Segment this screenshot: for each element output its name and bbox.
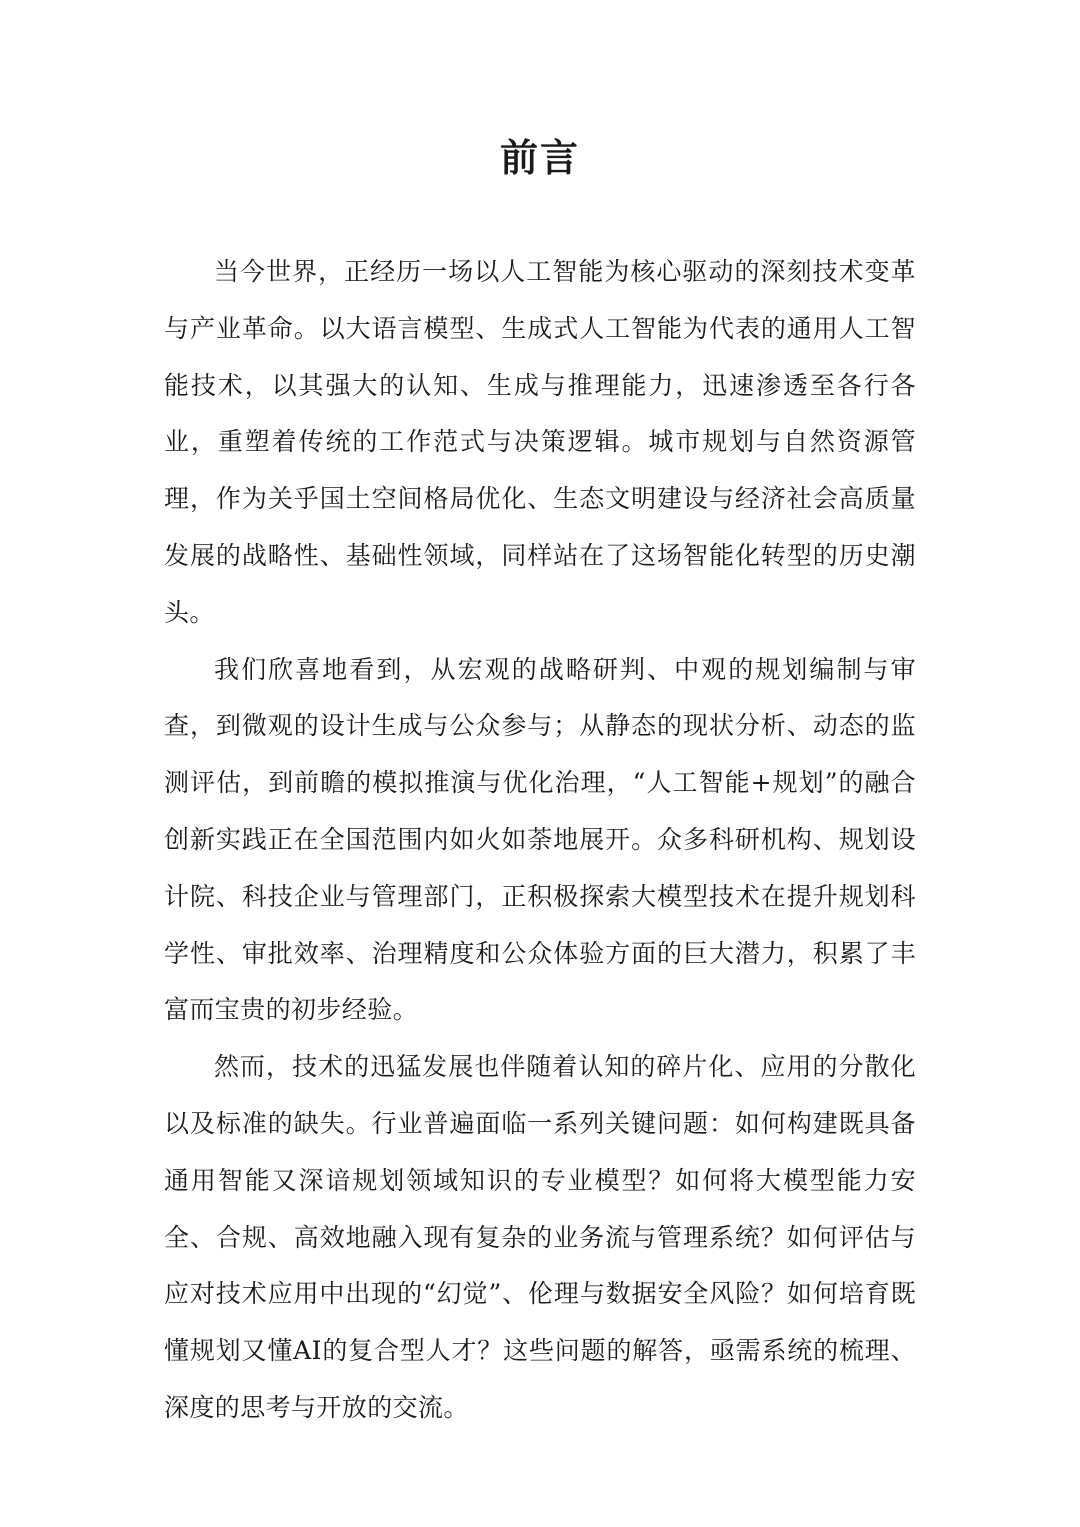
page-title: 前言 (499, 135, 580, 180)
paragraph-3: 然而，技术的迅猛发展也伴随着认知的碎片化、应用的分散化以及标准的缺失。行业普遍面临一系列关键问题：如何构建既具备通用智能又深谙规划领域知识的专业模型？如何将大模型能力安全、合规、高效地融入现有复杂的业务流与管理系统？如何评估与应对技术应用中出现的“幻觉”、伦理与数据安全风险？如何培育既懂规划又懂AI的复合型人才？这些问题的解答，亟需系统的梳理、深度的思考与开放的交流。 (164, 1052, 916, 1422)
paragraph-1: 当今世界，正经历一场以人工智能为核心驱动的深刻技术变革与产业革命。以大语言模型、生成式人工智能为代表的通用人工智能技术，以其强大的认知、生成与推理能力，迅速渗透至各行各业，重塑着传统的工作范式与决策逻辑。城市规划与自然资源管理，作为关乎国土空间格局优化、生态文明建设与经济社会高质量发展的战略性、基础性领域，同样站在了这场智能化转型的历史潮头。 (164, 257, 916, 627)
document-body (164, 244, 916, 1437)
paragraph-2: 我们欣喜地看到，从宏观的战略研判、中观的规划编制与审查，到微观的设计生成与公众参与；从静态的现状分析、动态的监测评估，到前瞻的模拟推演与优化治理，“人工智能+规划”的融合创新实践正在全国范围内如火如荼地展开。众多科研机构、规划设计院、科技企业与管理部门，正积极探索大模型技术在提升规划科学性、审批效率、治理精度和公众体验方面的巨大潜力，积累了丰富而宝贵的初步经验。 (164, 654, 916, 1025)
